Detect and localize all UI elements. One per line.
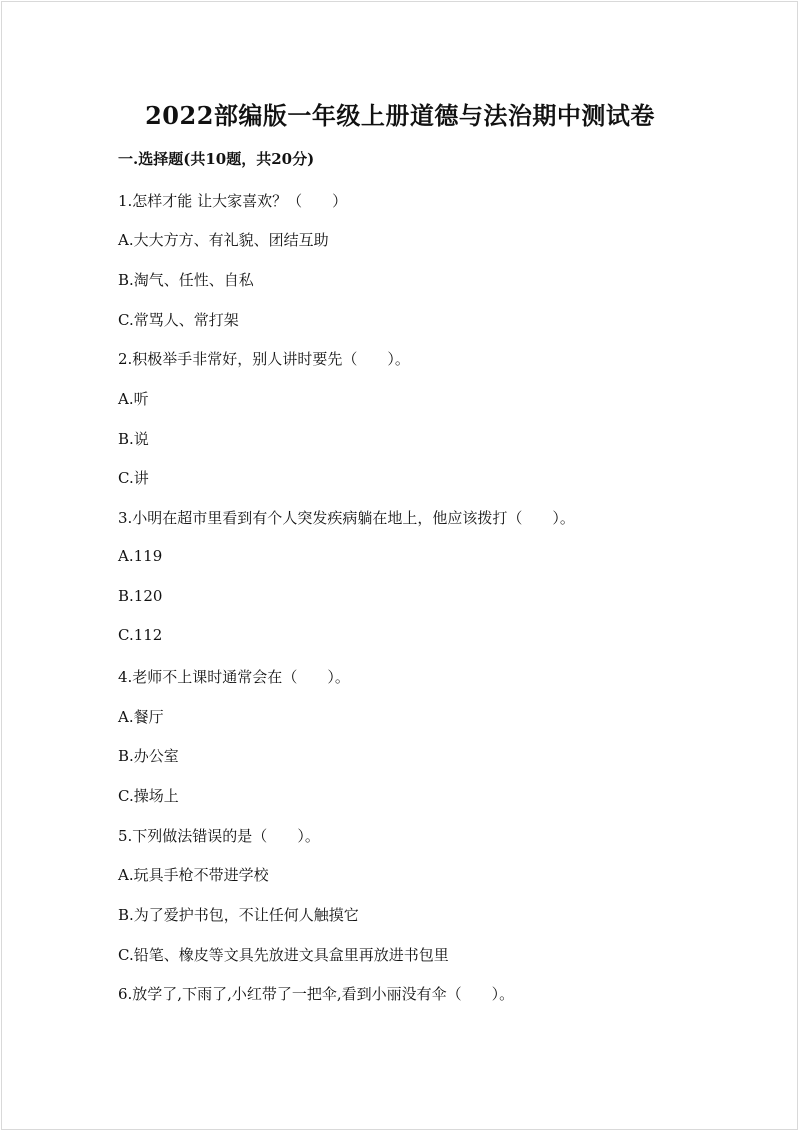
section-heading: 一.选择题(共10题，共20分) (118, 150, 315, 168)
question-3-option-b: B.120 (118, 587, 163, 605)
question-4-option-b: B.办公室 (118, 747, 179, 765)
question-3-option-c: C.112 (118, 626, 163, 644)
question-2: 2.积极举手非常好，别人讲时要先（ ）。 (118, 350, 410, 368)
question-5-option-b: B.为了爱护书包，不让任何人触摸它 (118, 906, 359, 924)
question-6: 6.放学了,下雨了,小红带了一把伞,看到小丽没有伞（ ）。 (118, 985, 515, 1003)
question-2-option-a: A.听 (118, 390, 149, 408)
question-3: 3.小明在超市里看到有个人突发疾病躺在地上，他应该拨打（ ）。 (118, 509, 575, 527)
question-1-option-b: B.淘气、任性、自私 (118, 271, 254, 289)
question-5-option-c: C.铅笔、橡皮等文具先放进文具盒里再放进书包里 (118, 946, 449, 964)
question-1: 1.怎样才能 让大家喜欢？（ ） (118, 192, 348, 210)
question-2-option-b: B.说 (118, 430, 149, 448)
question-4-option-a: A.餐厅 (118, 708, 164, 726)
question-5-option-a: A.玩具手枪不带进学校 (118, 866, 269, 884)
question-5: 5.下列做法错误的是（ ）。 (118, 827, 320, 845)
question-3-option-a: A.119 (118, 547, 163, 565)
question-1-option-a: A.大大方方、有礼貌、团结互助 (118, 231, 329, 249)
question-4-option-c: C.操场上 (118, 787, 179, 805)
page-title: 2022部编版一年级上册道德与法治期中测试卷 (145, 101, 655, 130)
question-4: 4.老师不上课时通常会在（ ）。 (118, 668, 350, 686)
question-2-option-c: C.讲 (118, 469, 149, 487)
question-1-option-c: C.常骂人、常打架 (118, 311, 239, 329)
